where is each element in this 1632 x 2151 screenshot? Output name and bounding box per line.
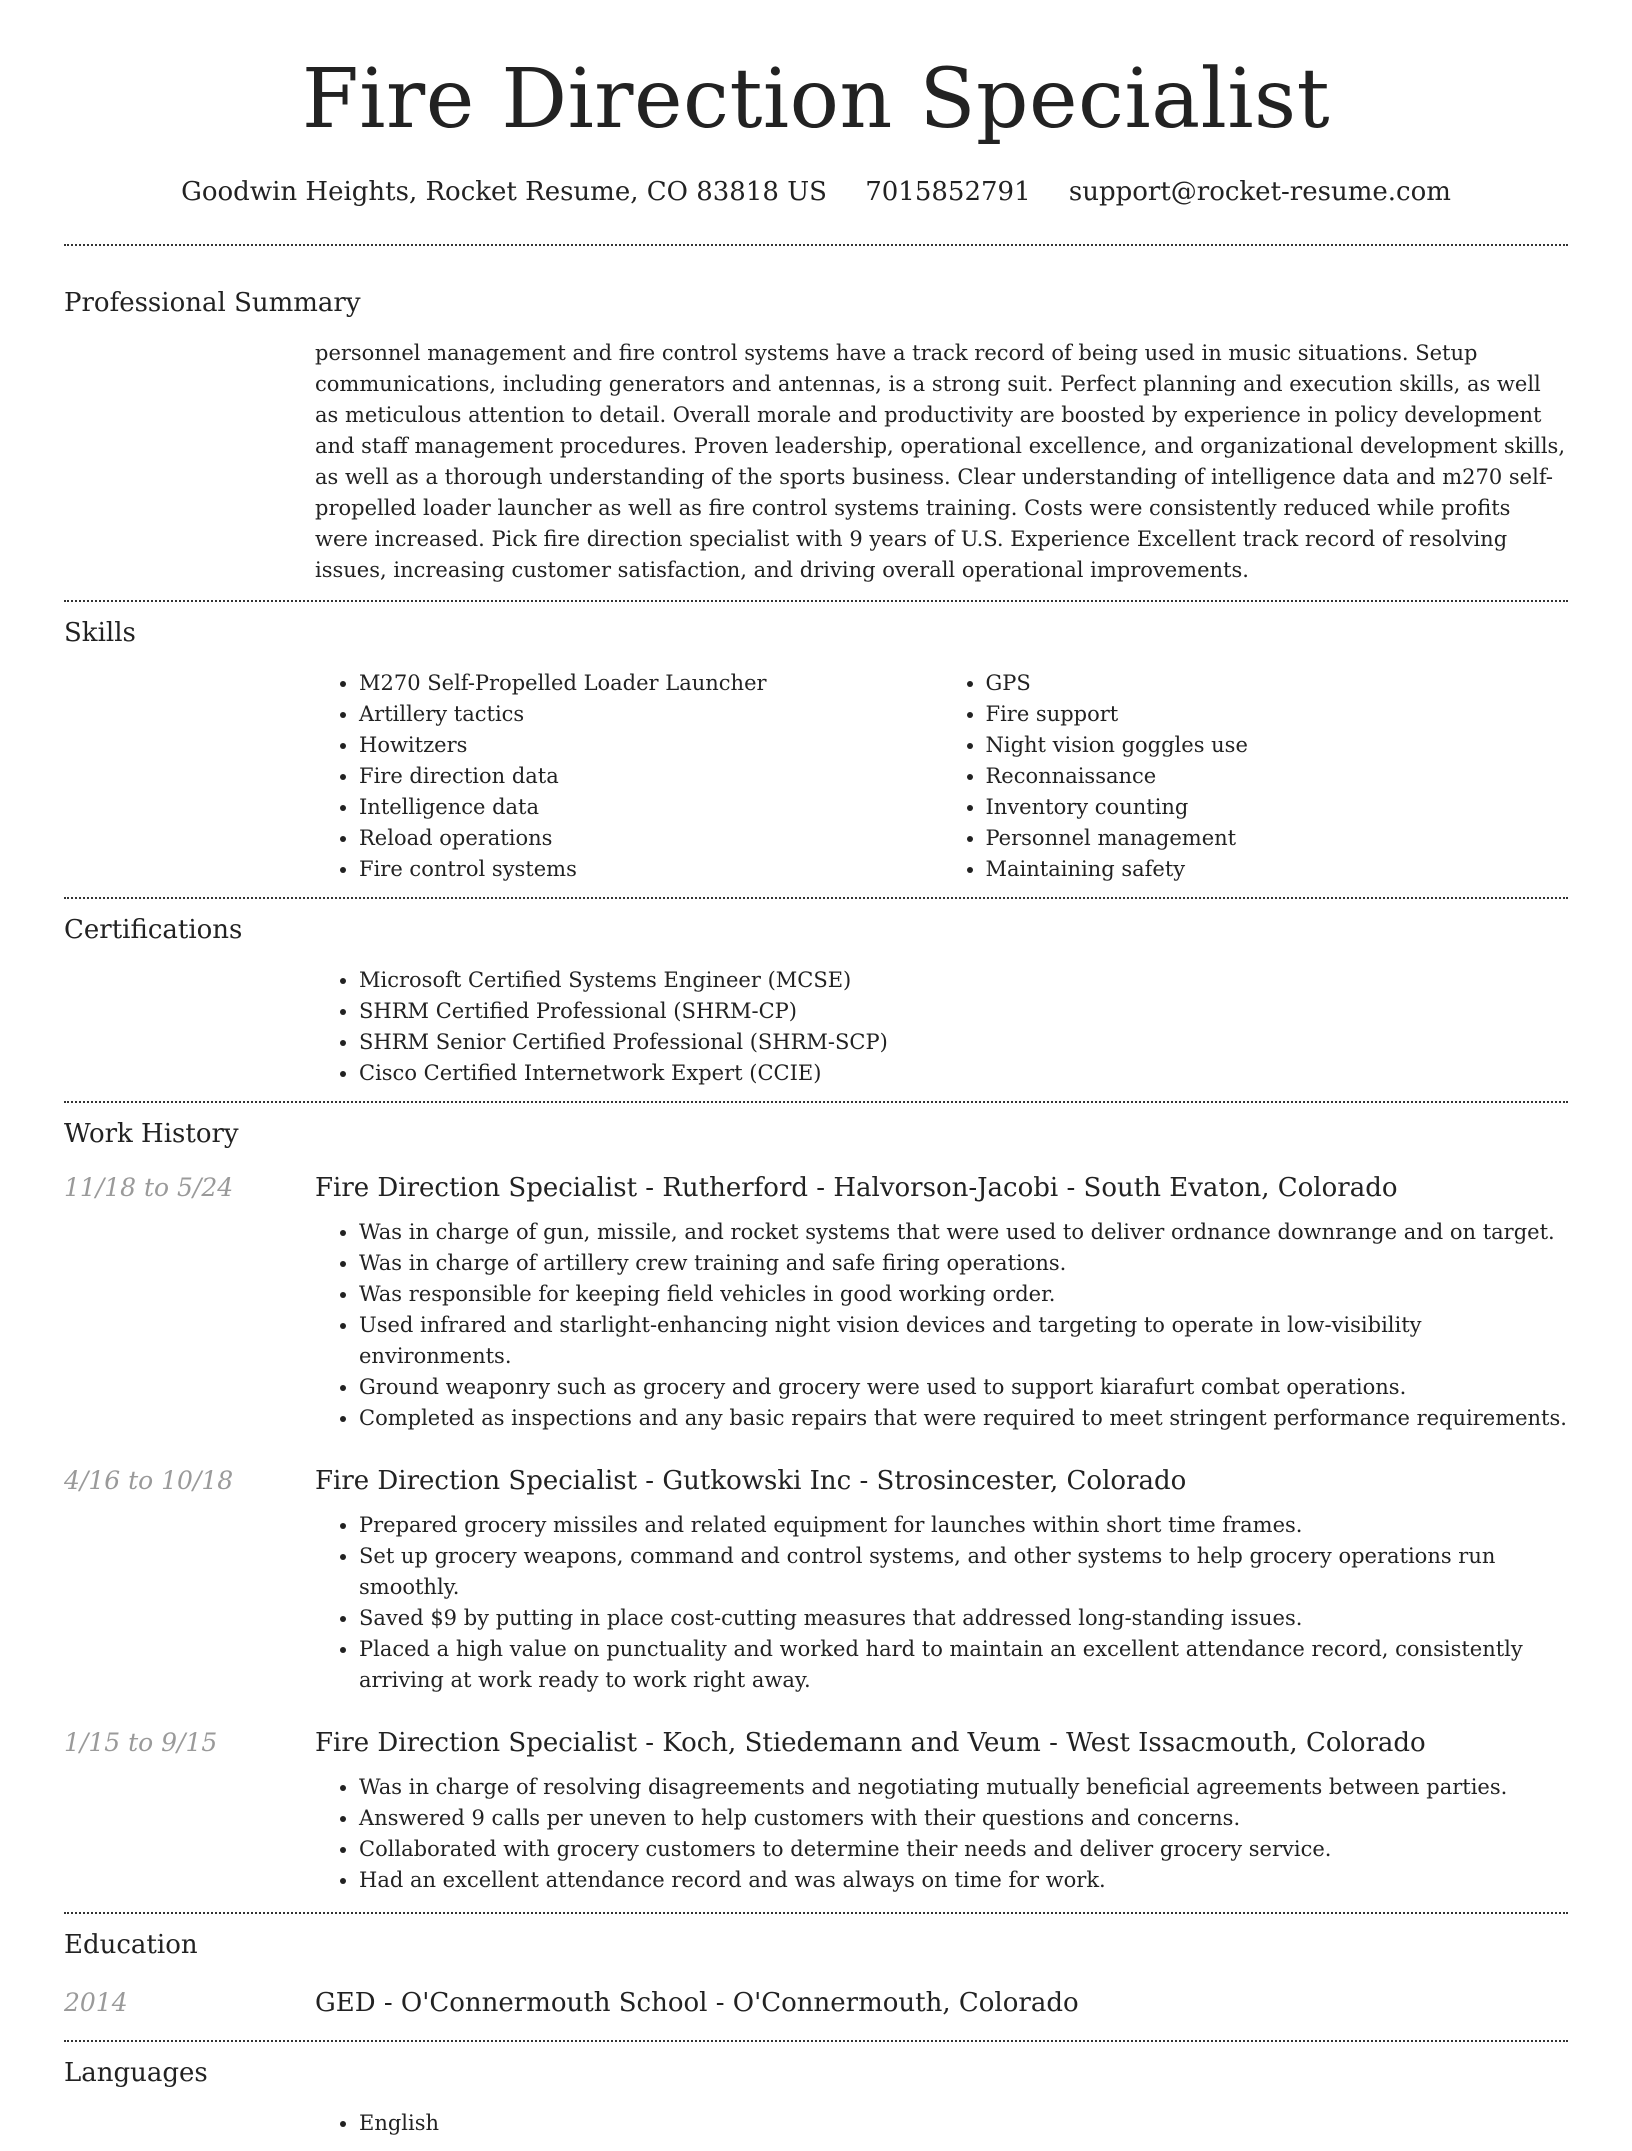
job-bullet: • Ground weaponry such as grocery and grocery were used to support kiarafurt combat operations. xyxy=(359,1372,1568,1403)
job-bullet: • Placed a high value on punctuality and worked hard to maintain an excellent attendance record, consistently arriving at work ready to work right away. xyxy=(359,1634,1568,1696)
job-bullet: • Prepared grocery missiles and related equipment for launches within short time frames. xyxy=(359,1510,1568,1541)
skills-column-left xyxy=(315,668,942,885)
job-dates: 1/15 to 9/15 xyxy=(64,1728,218,1757)
skill-item: • Inventory counting xyxy=(986,792,1569,823)
skill-item: • M270 Self-Propelled Loader Launcher xyxy=(359,668,942,699)
job-bullet: • Was in charge of gun, missile, and rocket systems that were used to deliver ordnance downrange and on target. xyxy=(359,1217,1568,1248)
job-body xyxy=(315,1171,1568,1434)
certification-item: • SHRM Certified Professional (SHRM-CP) xyxy=(359,996,1568,1027)
skill-item: • Reload operations xyxy=(359,823,942,854)
certifications-title: Certifications xyxy=(64,915,243,945)
job-heading: Fire Direction Specialist - Gutkowski Inc - Strosincester, Colorado xyxy=(315,1466,1187,1496)
certifications-list xyxy=(315,965,1568,1089)
job-bullet: • Answered 9 calls per uneven to help customers with their questions and concerns. xyxy=(359,1803,1568,1834)
contact-phone: 7015852791 xyxy=(865,177,1031,207)
job-entry xyxy=(64,1434,1568,1696)
languages-title: Languages xyxy=(64,2058,208,2088)
summary-body xyxy=(315,320,1568,600)
skills-column-right xyxy=(942,668,1569,885)
job-bullets xyxy=(315,1510,1568,1696)
resume-name: Fire Direction Specialist xyxy=(301,52,1331,147)
certification-item: • Cisco Certified Internetwork Expert (CCIE) xyxy=(359,1058,1568,1089)
summary-title: Professional Summary xyxy=(64,288,361,318)
contact-address: Goodwin Heights, Rocket Resume, CO 83818 US xyxy=(181,177,827,207)
skill-item: • Maintaining safety xyxy=(986,854,1569,885)
skill-item: • Reconnaissance xyxy=(986,761,1569,792)
certifications-section xyxy=(64,899,1568,1101)
job-dates: 4/16 to 10/18 xyxy=(64,1466,234,1495)
job-heading: Fire Direction Specialist - Koch, Stiedemann and Veum - West Issacmouth, Colorado xyxy=(315,1728,1426,1758)
job-bullet: • Was in charge of artillery crew training and safe firing operations. xyxy=(359,1248,1568,1279)
skill-item: • Personnel management xyxy=(986,823,1569,854)
skills-section xyxy=(64,602,1568,897)
contact-email: support@rocket-resume.com xyxy=(1068,177,1451,207)
contact-line xyxy=(64,174,1568,210)
job-bullets xyxy=(315,1217,1568,1434)
education-heading: GED - O'Connermouth School - O'Connermouth, Colorado xyxy=(315,1988,1079,2018)
education-body xyxy=(315,1986,1568,2020)
skill-item: • Howitzers xyxy=(359,730,942,761)
job-bullet: • Was in charge of resolving disagreements and negotiating mutually beneficial agreements between parties. xyxy=(359,1772,1568,1803)
skill-item: • Intelligence data xyxy=(359,792,942,823)
skills-title: Skills xyxy=(64,618,136,648)
languages-section xyxy=(64,2042,1568,2151)
job-bullet: • Was responsible for keeping field vehicles in good working order. xyxy=(359,1279,1568,1310)
education-year: 2014 xyxy=(64,1988,128,2017)
skill-item: • GPS xyxy=(986,668,1569,699)
skill-item: • Fire control systems xyxy=(359,854,942,885)
job-entry xyxy=(64,1696,1568,1896)
job-bullets xyxy=(315,1772,1568,1896)
skills-grid xyxy=(315,650,1568,897)
languages-list xyxy=(315,2108,1568,2139)
education-section xyxy=(64,1914,1568,2040)
job-bullet: • Used infrared and starlight-enhancing night vision devices and targeting to operate in low-visibility environments. xyxy=(359,1310,1568,1372)
certifications-body xyxy=(315,947,1568,1101)
certification-item: • Microsoft Certified Systems Engineer (MCSE) xyxy=(359,965,1568,996)
job-bullet: • Collaborated with grocery customers to determine their needs and deliver grocery service. xyxy=(359,1834,1568,1865)
education-entry xyxy=(64,1962,1568,2040)
summary-section xyxy=(64,246,1568,600)
language-item: • English xyxy=(359,2108,1568,2139)
summary-text: personnel management and fire control systems have a track record of being used in music situations. Setup communications, including generators and antennas, is a strong suit. Perfect planning and execution skills, as well as meticulous attention to detail. Overall morale and productivity are boosted by experience in policy development and staff management procedures. Proven leadership, operational excellence, and organizational development skills, as well as a thorough understanding of the sports business. Clear understanding of intelligence data and m270 self-propelled loader launcher as well as fire control systems training. Costs were consistently reduced while profits were increased. Pick fire direction specialist with 9 years of U.S. Experience Excellent track record of resolving issues, increasing customer satisfaction, and driving overall operational improvements. xyxy=(315,341,1565,582)
work-history-section xyxy=(64,1103,1568,1912)
work-history-title: Work History xyxy=(64,1119,239,1149)
job-dates: 11/18 to 5/24 xyxy=(64,1173,234,1202)
skill-item: • Fire direction data xyxy=(359,761,942,792)
job-body xyxy=(315,1464,1568,1696)
job-bullet: • Had an excellent attendance record and was always on time for work. xyxy=(359,1865,1568,1896)
certification-item: • SHRM Senior Certified Professional (SHRM-SCP) xyxy=(359,1027,1568,1058)
skill-item: • Night vision goggles use xyxy=(986,730,1569,761)
job-bullet: • Completed as inspections and any basic repairs that were required to meet stringent performance requirements. xyxy=(359,1403,1568,1434)
skill-item: • Fire support xyxy=(986,699,1569,730)
job-bullet: • Set up grocery weapons, command and control systems, and other systems to help grocery operations run smoothly. xyxy=(359,1541,1568,1603)
skill-item: • Artillery tactics xyxy=(359,699,942,730)
job-entry xyxy=(64,1151,1568,1434)
job-bullet: • Saved $9 by putting in place cost-cutting measures that addressed long-standing issues. xyxy=(359,1603,1568,1634)
job-heading: Fire Direction Specialist - Rutherford - Halvorson-Jacobi - South Evaton, Colorado xyxy=(315,1173,1398,1203)
education-title: Education xyxy=(64,1930,198,1960)
languages-body xyxy=(315,2090,1568,2151)
job-body xyxy=(315,1726,1568,1896)
